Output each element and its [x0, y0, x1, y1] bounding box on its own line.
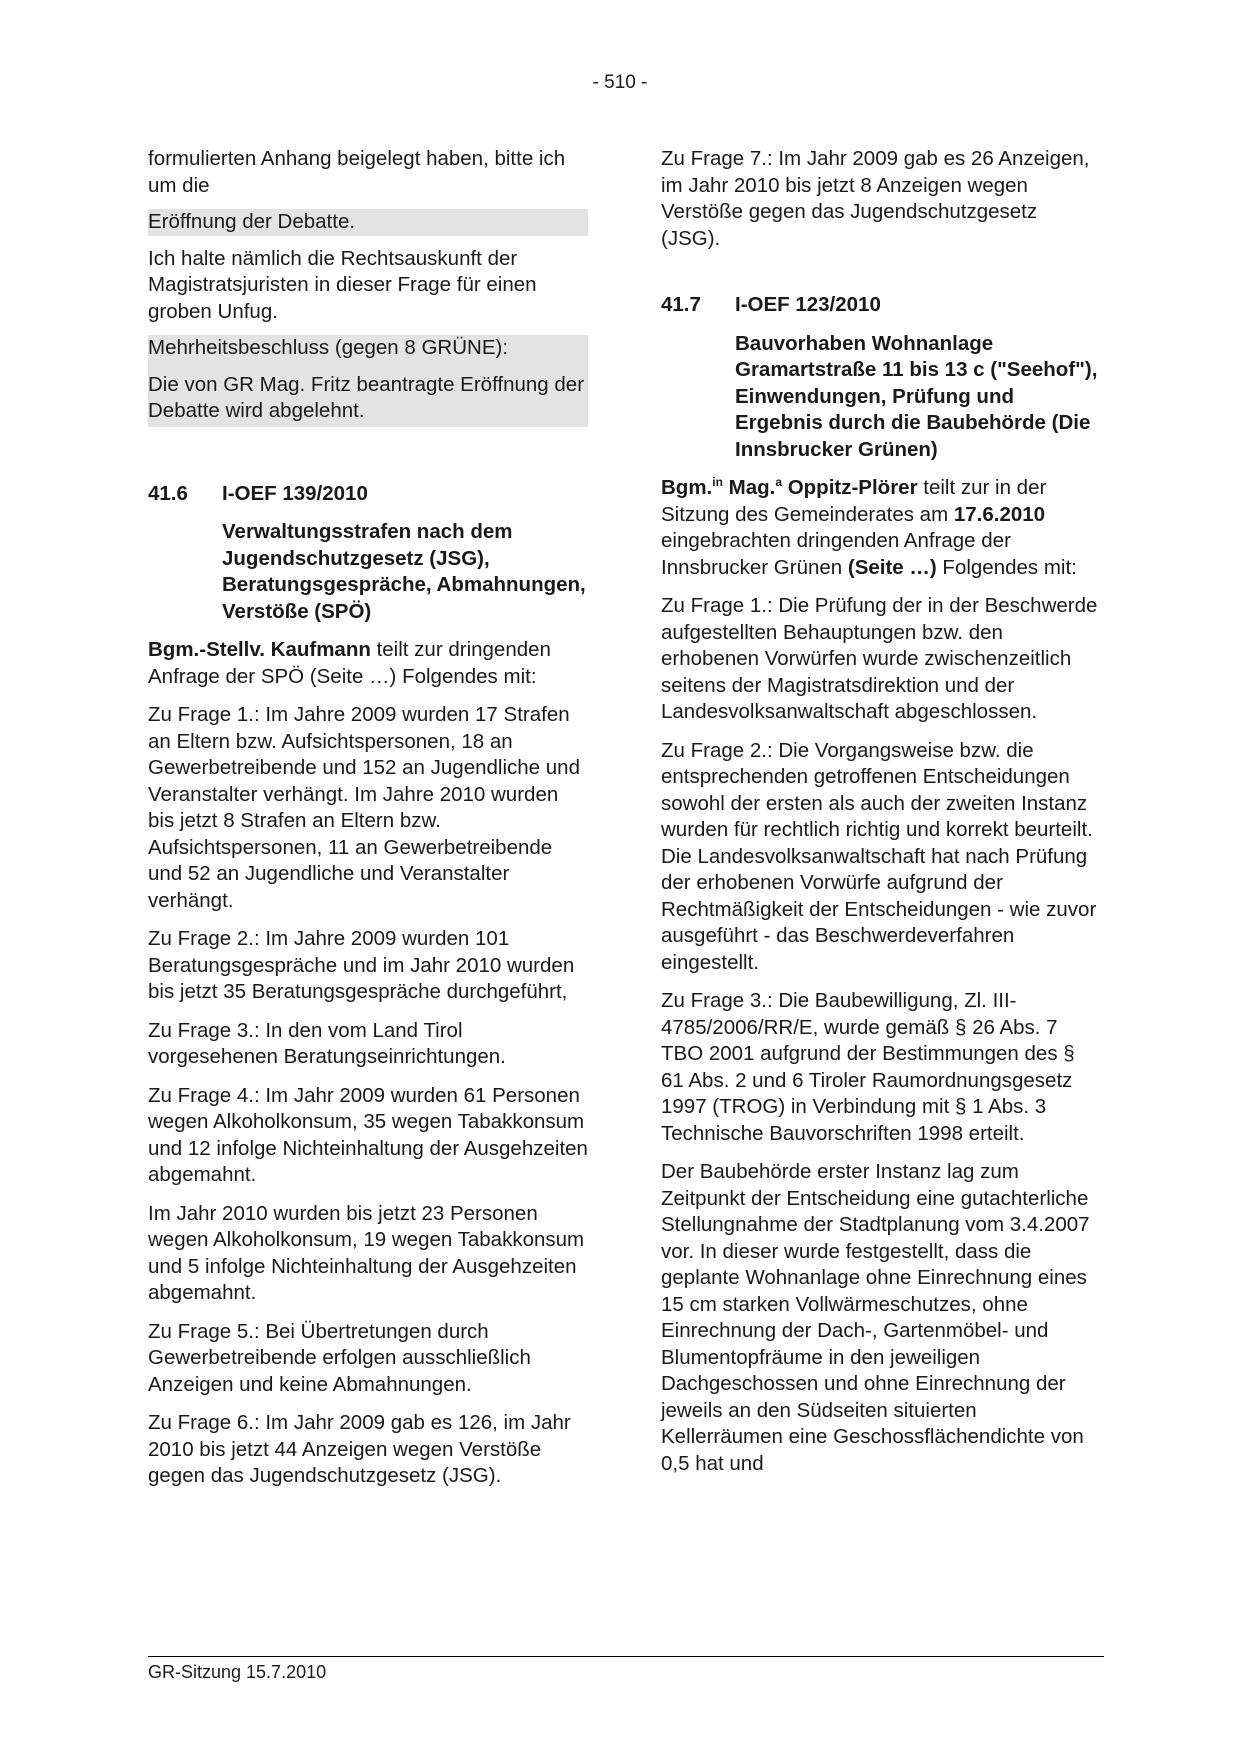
- intro-paragraph: [661, 475, 1101, 581]
- section-title: Bauvorhaben Wohnanlage Gramartstraße 11 bis 13 c ("Seehof"), Einwendungen, Prüfung und Ergebnis durch die Baubehörde (Die Innsbrucker Grünen): [735, 331, 1098, 461]
- speaker-title: Bgm.$^{in}$ Mag.$^a$ Oppitz-Plörer: [661, 475, 918, 499]
- section-number: 41.6: [148, 481, 188, 505]
- section-title: Verwaltungsstrafen nach dem Jugendschutzgesetz (JSG), Beratungsgespräche, Abmahnungen, Verstöße (SPÖ): [222, 520, 586, 623]
- intro-text: teilt zur in der Sitzung des Gemeinderates am: [661, 476, 1047, 526]
- resolution-highlight: [148, 335, 588, 427]
- section-id: I-OEF 123/2010: [735, 293, 881, 316]
- paragraph: Der Baubehörde erster Instanz lag zum Zeitpunkt der Entscheidung eine gutachterliche Stellungnahme der Stadtplanung vom 3.4.2007 vor. In dieser wurde festgestellt, dass die geplante Wohnanlage ohne Einrechnung eines 15 cm starken Vollwärmeschutzes, ohne Einrechnung der Dach-, Gartenmöbel- und Blumentopfräume in den jeweiligen Dachgeschossen und ohne Einrechnung der jeweils an den Südseiten situierten Kellerräumen eine Geschossflächendichte von 0,5 hat und: [661, 1160, 1090, 1475]
- paragraph: Zu Frage 2.: Die Vorgangsweise bzw. die entsprechenden getroffenen Entscheidungen sowohl der ersten als auch der zweiten Instanz wurden für rechtlich richtig und korrekt beurteilt. Die Landesvolksanwaltschaft hat nach Prüfung der erhobenen Vorwürfe aufgrund der Rechtmäßigkeit der Entscheidungen - wie zuvor ausgeführt - das Beschwerdeverfahren eingestellt.: [661, 738, 1097, 974]
- paragraph: Zu Frage 3.: Die Baubewilligung, Zl. III-4785/2006/RR/E, wurde gemäß § 26 Abs. 7 TBO 2001 aufgrund der Bestimmungen des § 61 Abs. 2 und 6 Tiroler Raumordnungsgesetz 1997 (TROG) in Verbindung mit § 1 Abs. 3 Technische Bauvorschriften 1998 erteilt.: [661, 989, 1075, 1145]
- page-number: - 510 -: [592, 72, 648, 93]
- left-column: [148, 146, 588, 1502]
- paragraph: Zu Frage 7.: Im Jahr 2009 gab es 26 Anzeigen, im Jahr 2010 bis jetzt 8 Anzeigen wegen Verstöße gegen das Jugendschutzgesetz (JSG).: [661, 147, 1090, 250]
- section-number: 41.7: [661, 293, 701, 316]
- intro-paragraph: [148, 637, 588, 690]
- footer-session-label: GR-Sitzung 15.7.2010: [148, 1662, 327, 1682]
- intro-text: teilt zur dringenden Anfrage der SPÖ (Seite …) Folgendes mit:: [148, 638, 551, 688]
- motion-highlight: Eröffnung der Debatte.: [148, 209, 588, 236]
- intro-text: eingebrachten dringenden Anfrage der Innsbrucker Grünen: [661, 529, 1011, 579]
- right-column: [661, 146, 1101, 1489]
- intro-text: Folgendes mit:: [936, 555, 1077, 579]
- speaker-name: Bgm.-Stellv. Kaufmann: [148, 638, 371, 661]
- section-heading: [148, 481, 588, 508]
- paragraph: Im Jahr 2010 wurden bis jetzt 23 Personen wegen Alkoholkonsum, 19 wegen Tabakkonsum und 5 infolge Nichteinhaltung der Ausgehzeiten abgemahnt.: [148, 1201, 585, 1304]
- paragraph: Zu Frage 1.: Die Prüfung der in der Beschwerde aufgestellten Behauptungen bzw. den erhobenen Vorwürfen wurde zwischenzeitlich seitens der Magistratsdirektion und der Landesvolksanwaltschaft abgeschlossen.: [661, 594, 1098, 723]
- paragraph: Zu Frage 1.: Im Jahre 2009 wurden 17 Strafen an Eltern bzw. Aufsichtspersonen, 18 an Gewerbetreibende und 152 an Jugendliche und Veranstalter verhängt. Im Jahre 2010 wurden bis jetzt 8 Strafen an Eltern bzw. Aufsichtspersonen, 11 an Gewerbetreibende und 52 an Jugendliche und Veranstalter verhängt.: [148, 703, 580, 912]
- section-id: I-OEF 139/2010: [222, 481, 368, 505]
- section-heading: [661, 292, 1101, 319]
- session-date: 17.6.2010: [953, 502, 1046, 526]
- footer-divider: [148, 1656, 1104, 1657]
- paragraph: Zu Frage 4.: Im Jahr 2009 wurden 61 Personen wegen Alkoholkonsum, 35 wegen Tabakkonsum und 12 infolge Nichteinhaltung der Ausgehzeiten abgemahnt.: [148, 1083, 588, 1186]
- paragraph: Zu Frage 6.: Im Jahr 2009 gab es 126, im Jahr 2010 bis jetzt 44 Anzeigen wegen Verstöße gegen das Jugendschutzgesetz (JSG).: [148, 1411, 571, 1487]
- paragraph: Zu Frage 2.: Im Jahre 2009 wurden 101 Beratungsgespräche und im Jahr 2010 wurden bis jetzt 35 Beratungsgespräche durchgeführt,: [148, 927, 575, 1003]
- resolution-text: Die von GR Mag. Fritz beantragte Eröffnung der Debatte wird abgelehnt.: [148, 372, 585, 422]
- page-reference: (Seite …): [847, 555, 937, 579]
- paragraph: Ich halte nämlich die Rechtsauskunft der Magistratsjuristen in dieser Frage für einen groben Unfug.: [148, 246, 537, 323]
- paragraph: Zu Frage 3.: In den vom Land Tirol vorgesehenen Beratungseinrichtungen.: [148, 1018, 506, 1068]
- paragraph: formulierten Anhang beigelegt haben, bitte ich um die: [148, 147, 566, 197]
- resolution-label: Mehrheitsbeschluss (gegen 8 GRÜNE):: [148, 336, 509, 359]
- paragraph: Zu Frage 5.: Bei Übertretungen durch Gewerbetreibende erfolgen ausschließlich Anzeigen und keine Abmahnungen.: [148, 1319, 531, 1396]
